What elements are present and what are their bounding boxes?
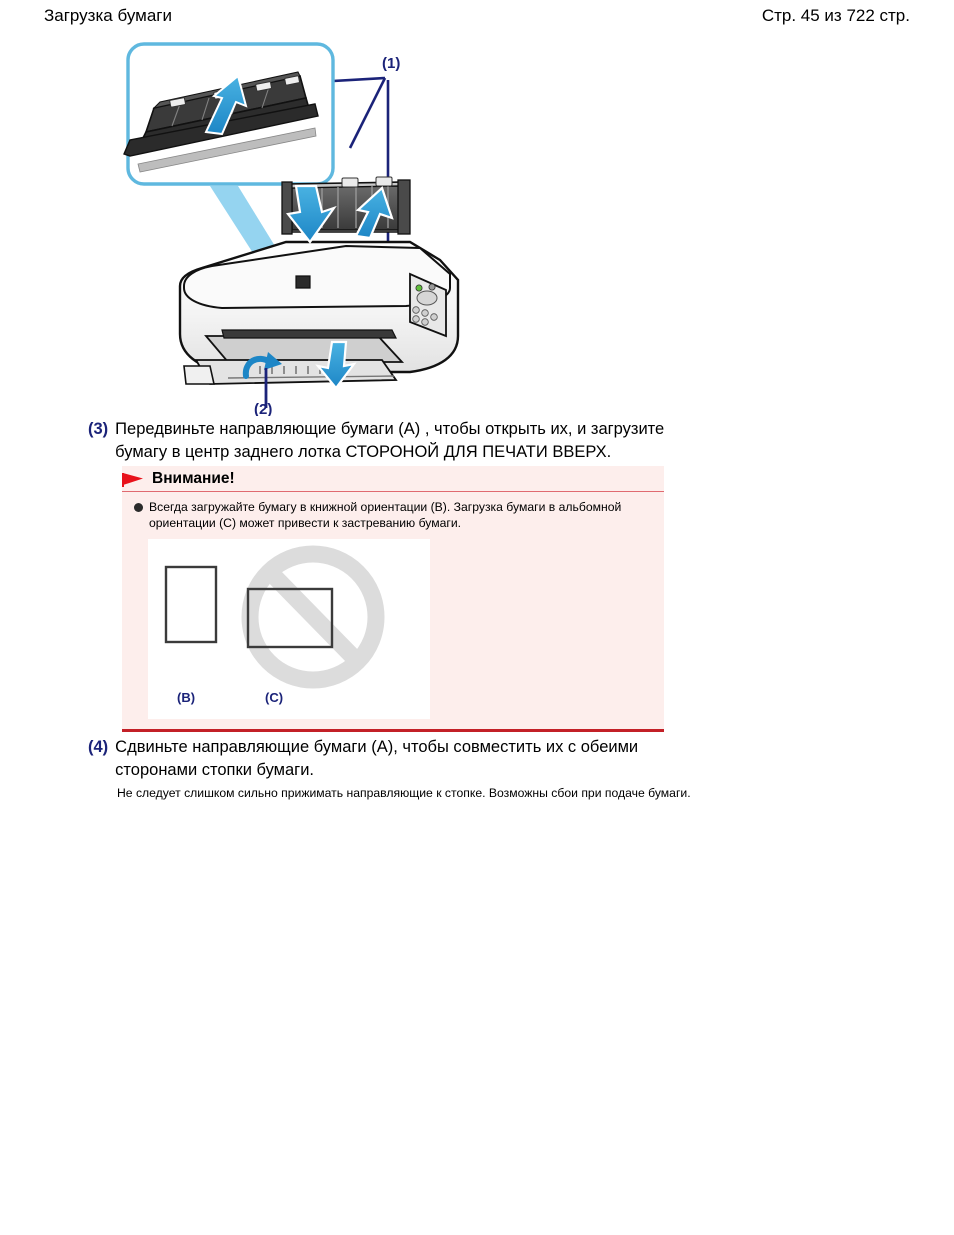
step-4 <box>88 736 708 802</box>
page-number-info: Стр. 45 из 722 стр. <box>761 6 910 25</box>
bullet-icon <box>134 503 143 512</box>
caution-body <box>122 496 664 531</box>
step-3-number: (3) <box>88 420 109 438</box>
caution-header <box>122 466 664 492</box>
caution-title: Внимание! <box>152 470 235 487</box>
callout-1-label: (1) <box>382 55 401 72</box>
printer-illustration <box>110 36 670 416</box>
step-4-text: Сдвиньте направляющие бумаги (A), чтобы совместить их с обеими сторонами стопки бумаги. <box>115 738 639 779</box>
label-portrait: (B) <box>177 690 196 705</box>
step-4-number: (4) <box>88 738 109 756</box>
label-landscape: (C) <box>265 690 284 705</box>
page-title: Загрузка бумаги <box>44 6 172 25</box>
page-header <box>0 0 954 32</box>
closeup-inset <box>124 44 333 184</box>
step-3-text: Передвиньте направляющие бумаги (A) , чтобы открыть их, и загрузите бумагу в центр заднего лотка СТОРОНОЙ ДЛЯ ПЕЧАТИ ВВЕРХ. <box>115 420 665 461</box>
caution-box <box>122 466 664 732</box>
step-3 <box>88 418 708 464</box>
caution-bullet-text: Всегда загружайте бумагу в книжной ориентации (B). Загрузка бумаги в альбомной ориентации (C) может привести к застреванию бумаги. <box>149 500 622 530</box>
step-4-note: Не следует слишком сильно прижимать направляющие к стопке. Возможны сбои при подаче бумаги. <box>117 786 691 800</box>
callout-2-label: (2) <box>254 401 273 416</box>
paper-portrait <box>166 567 216 642</box>
caution-flag-icon <box>122 472 145 488</box>
paper-orientation-illustration <box>148 539 430 719</box>
